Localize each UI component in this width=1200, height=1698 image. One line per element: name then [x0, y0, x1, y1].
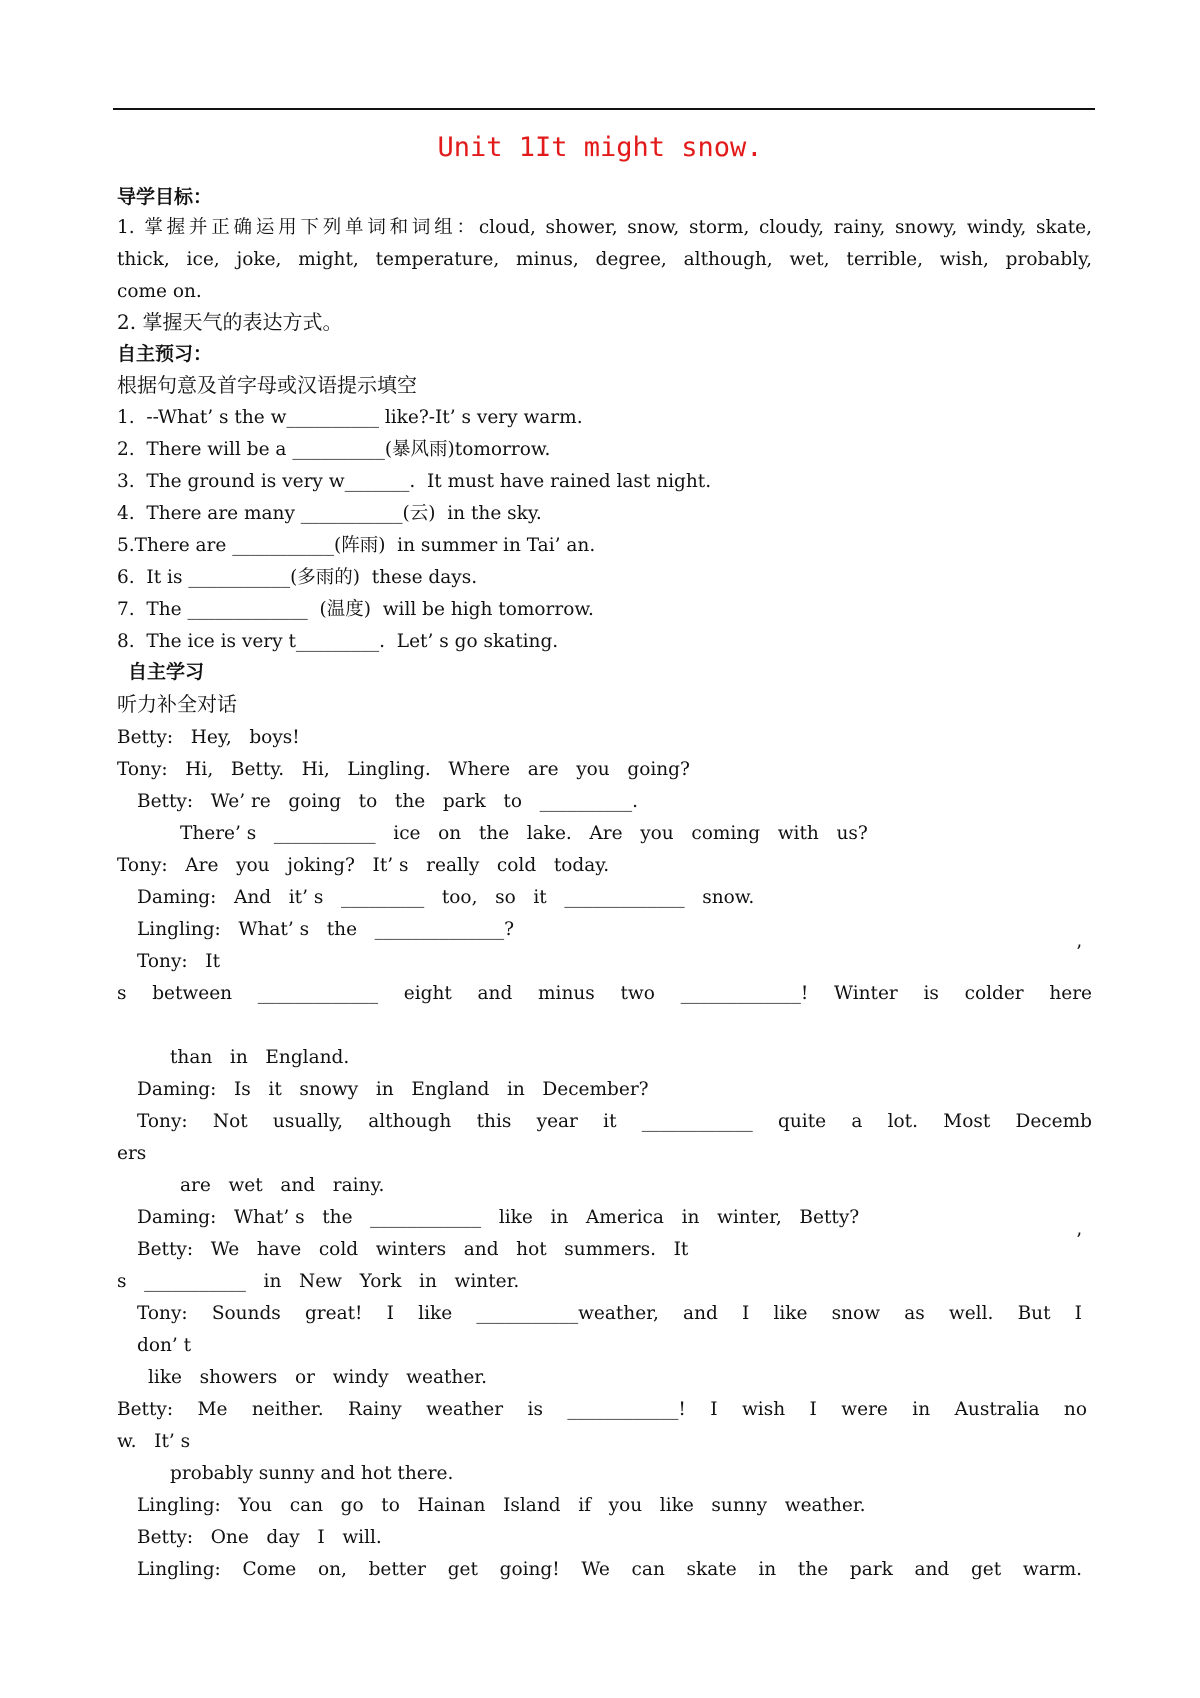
- dialogue-line: Tony: Are you joking? It’ s really cold today.: [117, 855, 610, 876]
- dialogue-line: Tony: Not usually, although this year it ____________ quite a lot. Most Decemb: [137, 1111, 1092, 1132]
- exercise-item: 8. The ice is very t_________. Let’ s go skating.: [117, 631, 559, 652]
- dialogue-line: probably sunny and hot there.: [170, 1463, 454, 1484]
- exercise-item: 1. --What’ s the w__________ like?-It’ s very warm.: [117, 407, 583, 428]
- dialogue-line: than in England.: [170, 1047, 350, 1068]
- dialogue-line: Tony: It: [137, 951, 221, 972]
- dialogue-line: s between _____________ eight and minus two _____________! Winter is colder here: [117, 983, 1092, 1004]
- dialogue-line: Lingling: Come on, better get going! We can skate in the park and get warm.: [137, 1559, 1082, 1580]
- page-title: Unit 1It might snow.: [437, 132, 763, 163]
- dialogue-line: Lingling: What’ s the ______________?: [137, 919, 515, 940]
- goal-line: 1. 掌握并正确运用下列单词和词组：cloud, shower, snow, storm, cloudy, rainy, snowy, windy, skate,: [117, 217, 1092, 238]
- dialogue-line: Betty: We’ re going to the park to __________.: [137, 791, 638, 812]
- dialogue-line: Daming: Is it snowy in England in December?: [137, 1079, 649, 1100]
- dialogue-line: Tony: Sounds great! I like ___________weather, and I like snow as well. But I: [137, 1303, 1082, 1324]
- goals-heading: 导学目标：: [117, 186, 213, 208]
- exercise-item: 3. The ground is very w_______. It must have rained last night.: [117, 471, 712, 492]
- dialogue-line: Lingling: You can go to Hainan Island if you like sunny weather.: [137, 1495, 866, 1516]
- dialogue-line: Daming: What’ s the ____________ like in America in winter, Betty?: [137, 1207, 860, 1228]
- dialogue-line: Betty: One day I will.: [137, 1527, 382, 1548]
- exercise-item: 6. It is ___________(多雨的) these days.: [117, 567, 478, 588]
- dialogue-line: Betty: We have cold winters and hot summers. It: [137, 1239, 689, 1260]
- dialogue-line: ers: [117, 1143, 147, 1164]
- dialogue-line: Betty: Hey, boys!: [117, 727, 300, 748]
- dialogue-line: are wet and rainy.: [180, 1175, 385, 1196]
- exercise-item: 4. There are many ___________(云) in the sky.: [117, 503, 542, 524]
- preview-instruction: 根据句意及首字母或汉语提示填空: [117, 373, 417, 397]
- goal-line: come on.: [117, 281, 202, 302]
- dialogue-line: w. It’ s: [117, 1431, 191, 1452]
- dialogue-line: There’ s ___________ ice on the lake. Are you coming with us?: [180, 823, 868, 844]
- dialogue-line: Betty: Me neither. Rainy weather is ____________! I wish I were in Australia no: [117, 1399, 1087, 1420]
- dialogue-line: ’: [1076, 1230, 1082, 1251]
- exercise-item: 2. There will be a __________(暴风雨)tomorrow.: [117, 439, 551, 460]
- exercise-item: 5.There are ___________(阵雨) in summer in Tai’ an.: [117, 535, 596, 556]
- top-rule: [113, 108, 1095, 110]
- dialogue-line: don’ t: [137, 1335, 192, 1356]
- goal-line: 2. 掌握天气的表达方式。: [117, 310, 343, 334]
- study-heading: 自主学习: [128, 661, 205, 683]
- study-instruction: 听力补全对话: [117, 692, 237, 716]
- dialogue-line: ’: [1076, 942, 1082, 963]
- preview-heading: 自主预习：: [117, 343, 213, 365]
- dialogue-line: Daming: And it’ s _________ too, so it _____________ snow.: [137, 887, 755, 908]
- goal-line: thick, ice, joke, might, temperature, minus, degree, although, wet, terrible, wish, probably,: [117, 249, 1092, 270]
- dialogue-line: s ___________ in New York in winter.: [117, 1271, 520, 1292]
- dialogue-line: like showers or windy weather.: [148, 1367, 487, 1388]
- exercise-item: 7. The _____________ (温度) will be high tomorrow.: [117, 599, 594, 620]
- dialogue-line: Tony: Hi, Betty. Hi, Lingling. Where are you going?: [117, 759, 690, 780]
